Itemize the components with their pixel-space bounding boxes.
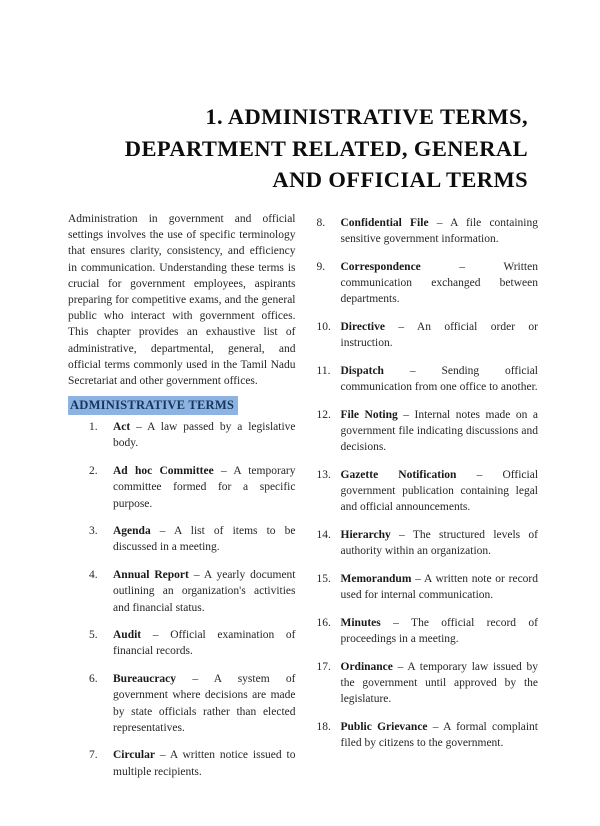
term-text xyxy=(113,747,296,779)
term-text xyxy=(341,319,539,351)
term-item xyxy=(311,215,539,247)
term-text xyxy=(113,463,296,512)
chapter-title-line-3: AND OFFICIAL TERMS xyxy=(272,167,528,192)
term-text xyxy=(113,627,296,659)
chapter-title xyxy=(68,101,528,196)
term-name: Agenda xyxy=(113,525,151,538)
term-number: 4. xyxy=(89,569,98,582)
term-name: File Noting xyxy=(340,408,398,421)
term-text xyxy=(113,523,296,555)
term-number: 8. xyxy=(316,217,326,229)
term-definition: – A list of items to be discussed in a meeting. xyxy=(113,525,296,554)
term-definition: – An official order or instruction. xyxy=(340,321,538,350)
terms-list-right xyxy=(311,215,539,751)
term-definition: – A formal complaint filed by citizens to the government. xyxy=(340,720,539,750)
term-definition: – The official record of proceedings in a meeting. xyxy=(340,616,538,646)
term-definition: – A written notice issued to multiple recipients. xyxy=(113,749,296,778)
section-header: ADMINISTRATIVE TERMS xyxy=(68,396,238,415)
term-definition: – Official government publication containing legal and official announcements. xyxy=(340,468,539,514)
term-name: Public Grievance xyxy=(340,720,428,733)
term-name: Bureaucracy xyxy=(113,673,177,686)
term-text xyxy=(113,567,296,616)
term-number: 16. xyxy=(316,616,331,629)
term-definition: – A temporary committee formed for a specific purpose. xyxy=(113,465,296,510)
term-text xyxy=(341,215,539,247)
term-definition: – Official examination of financial records. xyxy=(113,629,296,658)
term-name: Audit xyxy=(113,629,142,642)
term-name: Memorandum xyxy=(340,572,412,585)
term-item xyxy=(68,747,296,779)
term-item xyxy=(311,719,539,751)
term-item xyxy=(68,463,296,512)
terms-list-left xyxy=(68,419,296,780)
term-name: Dispatch xyxy=(340,364,384,377)
left-column xyxy=(68,211,296,791)
term-number: 18. xyxy=(316,720,331,733)
term-name: Ordinance xyxy=(340,660,393,673)
term-item xyxy=(311,659,539,708)
term-number: 3. xyxy=(89,525,98,538)
term-name: Correspondence xyxy=(340,260,421,273)
term-item xyxy=(311,467,539,516)
term-number: 5. xyxy=(89,629,98,642)
term-text xyxy=(341,615,539,647)
term-name: Circular xyxy=(113,749,155,762)
term-definition: – Internal notes made on a government file indicating discussions and decisions. xyxy=(340,408,539,454)
term-item xyxy=(68,523,296,555)
term-name: Act xyxy=(113,421,131,434)
term-definition: – A system of government where decisions are made by state officials rather than elected representatives. xyxy=(113,673,296,734)
term-definition: – A temporary law issued by the government until approved by the legislature. xyxy=(340,660,538,706)
term-text xyxy=(341,363,539,395)
term-item xyxy=(311,259,539,308)
term-name: Annual Report xyxy=(113,569,189,582)
term-name: Gazette Notification xyxy=(340,468,457,481)
term-name: Hierarchy xyxy=(340,529,391,542)
term-definition: – A written note or record used for internal communication. xyxy=(340,572,539,602)
term-item xyxy=(311,407,539,456)
term-name: Confidential File xyxy=(340,217,429,229)
term-text xyxy=(341,527,539,559)
term-name: Minutes xyxy=(340,616,381,629)
term-number: 10. xyxy=(316,321,331,334)
term-item xyxy=(311,363,539,395)
term-name: Ad hoc Committee xyxy=(113,465,214,478)
intro-paragraph: Administration in government and official settings involves the use of specific terminology that ensures clarity, consistency, and efficiency in communication. Understanding these terms is crucial for government employees, aspirants preparing for competitive exams, and the general public who interact with government offices. This chapter provides an exhaustive list of administrative, departmental, general, and official terms commonly used in the Tamil Nadu Secretariat and other government offices. xyxy=(68,213,296,388)
term-item xyxy=(311,615,539,647)
term-number: 6. xyxy=(89,673,98,686)
term-definition: – The structured levels of authority within an organization. xyxy=(340,529,539,558)
term-number: 14. xyxy=(316,529,331,542)
term-text xyxy=(341,259,539,308)
term-definition: – Written communication exchanged between departments. xyxy=(340,260,538,306)
term-item xyxy=(68,567,296,616)
term-number: 13. xyxy=(316,468,331,481)
term-name: Directive xyxy=(340,321,385,334)
term-number: 11. xyxy=(316,364,331,377)
term-number: 2. xyxy=(89,465,98,478)
chapter-title-line-1: 1. ADMINISTRATIVE TERMS, xyxy=(205,104,528,129)
term-number: 7. xyxy=(89,749,98,762)
term-item xyxy=(68,671,296,736)
term-text xyxy=(341,467,539,516)
term-definition: – A yearly document outlining an organization's activities and financial status. xyxy=(113,569,296,614)
term-item xyxy=(311,527,539,559)
term-definition: – Sending official communication from one office to another. xyxy=(340,364,538,394)
term-number: 17. xyxy=(316,660,331,673)
term-text xyxy=(341,719,539,751)
term-text xyxy=(341,659,539,708)
chapter-title-line-2: DEPARTMENT RELATED, GENERAL xyxy=(124,135,528,161)
term-text xyxy=(341,571,539,603)
term-item xyxy=(311,571,539,603)
term-item xyxy=(68,627,296,659)
term-number: 12. xyxy=(316,408,331,421)
term-text xyxy=(341,407,539,456)
term-number: 1. xyxy=(89,421,98,434)
term-text xyxy=(113,671,296,736)
term-definition: – A law passed by a legislative body. xyxy=(113,421,296,450)
term-number: 15. xyxy=(316,572,331,585)
term-item xyxy=(311,319,539,351)
term-item xyxy=(68,419,296,451)
right-column xyxy=(311,211,539,791)
term-number: 9. xyxy=(316,260,326,273)
term-definition: – A file containing sensitive government information. xyxy=(340,217,539,246)
two-column-body xyxy=(68,211,538,791)
term-text xyxy=(113,419,296,451)
